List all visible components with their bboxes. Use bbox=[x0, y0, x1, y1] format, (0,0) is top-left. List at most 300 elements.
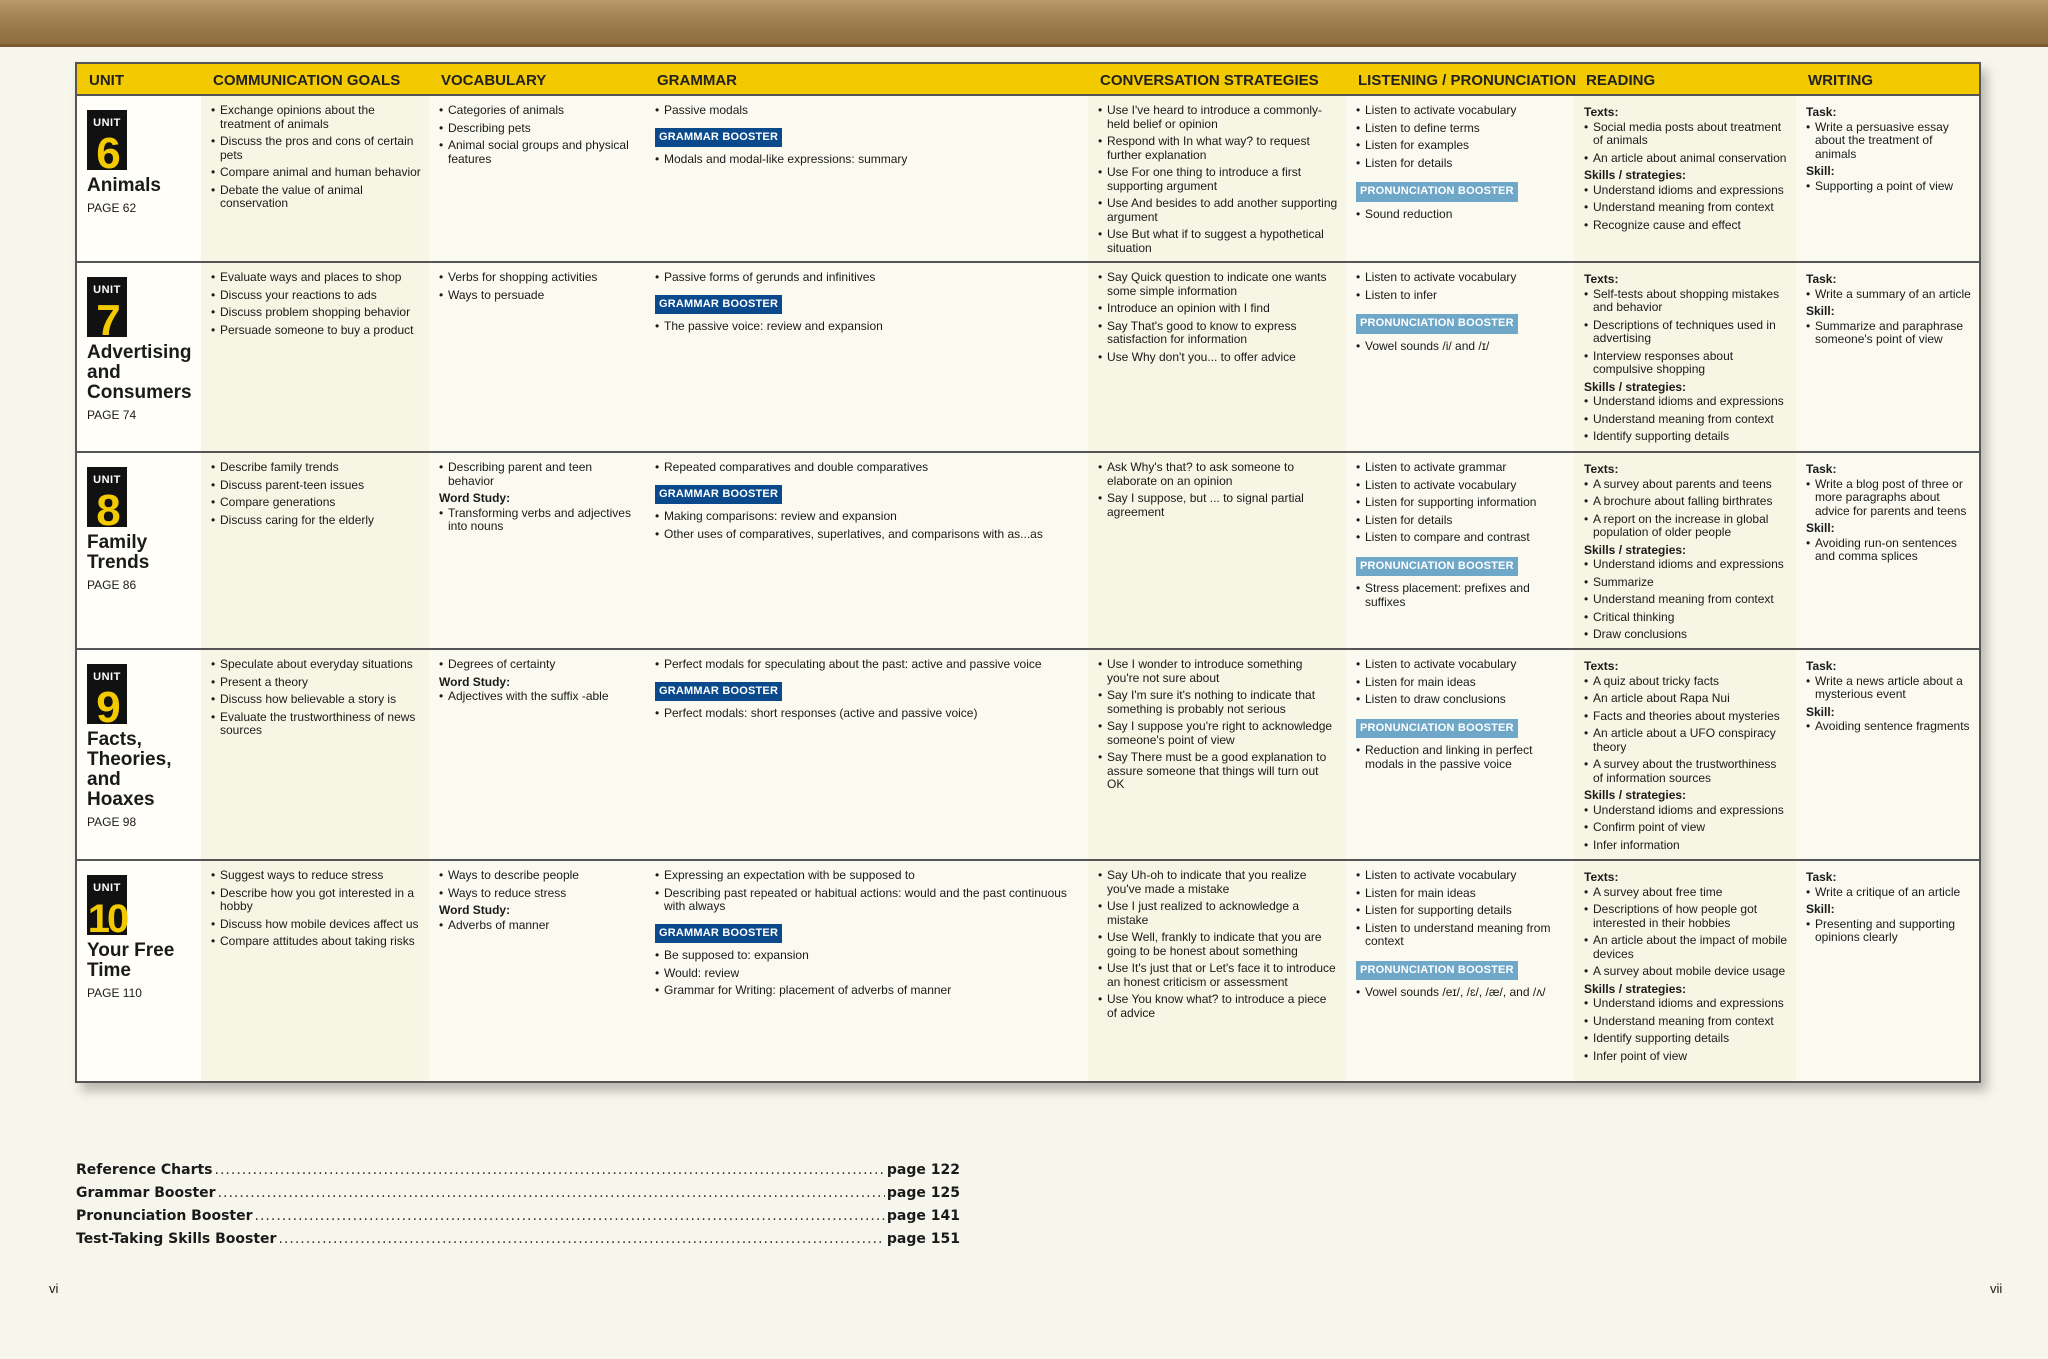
skill-label: Skill: bbox=[1806, 902, 1835, 916]
vocab-item: • Ways to describe people bbox=[439, 869, 637, 883]
unit-number: 6 bbox=[96, 128, 118, 178]
skill-label: Skill: bbox=[1806, 704, 1835, 719]
goal-item: • Persuade someone to buy a product bbox=[211, 324, 421, 338]
strategy-list bbox=[1098, 461, 1338, 519]
grammar-list bbox=[655, 658, 1080, 672]
toc-leader-dots bbox=[255, 1208, 885, 1224]
strategy-item: • Say I suppose, but ... to signal partial agreement bbox=[1098, 492, 1338, 519]
texts-label: Texts: bbox=[1584, 659, 1619, 673]
listening-item: • Listen for supporting details bbox=[1356, 904, 1566, 918]
pronunciation-booster-label: PRONUNCIATION BOOSTER bbox=[1356, 961, 1518, 981]
unit-cell bbox=[77, 453, 201, 648]
listening-item: • Listen for details bbox=[1356, 157, 1566, 171]
listening-list bbox=[1356, 271, 1566, 302]
strategy-list bbox=[1098, 658, 1338, 792]
unit-row bbox=[77, 650, 1979, 861]
listening-cell bbox=[1346, 650, 1574, 859]
grammar-booster-list bbox=[655, 949, 1080, 998]
vocab-item: • Describing parent and teen behavior bbox=[439, 461, 637, 488]
reading-skill-item: • Understand meaning from context bbox=[1584, 593, 1788, 607]
listening-item: • Listen to activate grammar bbox=[1356, 461, 1566, 475]
vocab-item: • Verbs for shopping activities bbox=[439, 271, 637, 285]
unit-row bbox=[77, 453, 1979, 650]
reading-text-item: • A quiz about tricky facts bbox=[1584, 675, 1788, 689]
goal-item: • Compare attitudes about taking risks bbox=[211, 935, 421, 949]
reading-skill-item: • Confirm point of view bbox=[1584, 821, 1788, 835]
grammar-booster-list bbox=[655, 320, 1080, 334]
grammar-booster-label: GRAMMAR BOOSTER bbox=[655, 682, 782, 702]
grammar-item: • Passive forms of gerunds and infinitives bbox=[655, 271, 1080, 285]
grammar-booster-label: GRAMMAR BOOSTER bbox=[655, 485, 782, 505]
reading-cell bbox=[1574, 263, 1796, 451]
goal-list bbox=[211, 104, 421, 211]
texts-label: Texts: bbox=[1584, 105, 1619, 119]
unit-title: Family Trends bbox=[87, 532, 150, 573]
reading-text-item: • A survey about parents and teens bbox=[1584, 478, 1788, 492]
pronunciation-booster-label: PRONUNCIATION BOOSTER bbox=[1356, 719, 1518, 739]
reading-text-item: • An article about a UFO conspiracy theory bbox=[1584, 727, 1788, 754]
skill-label: Skill: bbox=[1806, 164, 1835, 178]
listening-list bbox=[1356, 869, 1566, 949]
writing-skill-item: • Summarize and paraphrase someone's point of view bbox=[1806, 320, 1971, 347]
pronunciation-booster-label: PRONUNCIATION BOOSTER bbox=[1356, 557, 1518, 577]
header-reading: READING bbox=[1586, 72, 1656, 89]
unit-badge bbox=[87, 664, 127, 732]
strategy-item: • Use I wonder to introduce something you're not sure about bbox=[1098, 658, 1338, 685]
grammar-booster-item: • Would: review bbox=[655, 967, 1080, 981]
toc-label: Reference Charts bbox=[76, 1162, 213, 1178]
reading-text-item: • An article about the impact of mobile devices bbox=[1584, 934, 1788, 961]
vocab-item: • Animal social groups and physical features bbox=[439, 139, 637, 166]
header-writing: WRITING bbox=[1808, 72, 1873, 89]
reading-skill-list bbox=[1584, 558, 1788, 642]
grammar-booster-item: • Making comparisons: review and expansion bbox=[655, 510, 1080, 524]
wood-border bbox=[0, 0, 2048, 47]
reading-text-item: • An article about Rapa Nui bbox=[1584, 692, 1788, 706]
writing-task-item: • Write a news article about a mysterious event bbox=[1806, 675, 1971, 702]
reading-text-list bbox=[1584, 886, 1788, 979]
goal-list bbox=[211, 271, 421, 337]
strategy-item: • Use But what if to suggest a hypothetical situation bbox=[1098, 228, 1338, 255]
listening-item: • Listen to compare and contrast bbox=[1356, 531, 1566, 545]
toc-entry[interactable] bbox=[76, 1162, 960, 1185]
pronunciation-list bbox=[1356, 208, 1566, 222]
task-label: Task: bbox=[1806, 105, 1837, 119]
task-label: Task: bbox=[1806, 462, 1837, 476]
goal-item: • Discuss the pros and cons of certain pets bbox=[211, 135, 421, 162]
unit-badge bbox=[87, 467, 127, 535]
vocabulary-cell bbox=[429, 650, 645, 859]
grammar-booster-item: • Modals and modal-like expressions: summary bbox=[655, 153, 1080, 167]
reading-text-list bbox=[1584, 478, 1788, 540]
goal-list bbox=[211, 461, 421, 527]
pronunciation-item: • Vowel sounds /i/ and /ɪ/ bbox=[1356, 340, 1566, 354]
reading-text-item: • A brochure about falling birthrates bbox=[1584, 495, 1788, 509]
goal-item: • Discuss caring for the elderly bbox=[211, 514, 421, 528]
table-of-contents bbox=[76, 1162, 960, 1254]
listening-item: • Listen for main ideas bbox=[1356, 676, 1566, 690]
grammar-booster-item: • Perfect modals: short responses (active and passive voice) bbox=[655, 707, 1080, 721]
unit-badge-label: UNIT bbox=[93, 117, 121, 129]
strategy-item: • Use Well, frankly to indicate that you are going to be honest about something bbox=[1098, 931, 1338, 958]
unit-cell bbox=[77, 861, 201, 1081]
folio-left: vi bbox=[49, 1281, 59, 1296]
goal-item: • Describe family trends bbox=[211, 461, 421, 475]
unit-row bbox=[77, 263, 1979, 453]
conversation-strategies-cell bbox=[1088, 453, 1346, 648]
word-study-label: Word Study: bbox=[439, 491, 511, 505]
texts-label: Texts: bbox=[1584, 462, 1619, 476]
unit-page: PAGE 74 bbox=[87, 408, 137, 422]
strategy-item: • Say I suppose you're right to acknowledge someone's point of view bbox=[1098, 720, 1338, 747]
goal-item: • Evaluate ways and places to shop bbox=[211, 271, 421, 285]
listening-cell bbox=[1346, 861, 1574, 1081]
unit-badge-label: UNIT bbox=[93, 284, 121, 296]
listening-cell bbox=[1346, 263, 1574, 451]
unit-badge bbox=[87, 277, 127, 345]
strategy-item: • Say That's good to know to express satisfaction for information bbox=[1098, 320, 1338, 347]
unit-number: 10 bbox=[87, 896, 127, 941]
skills-strategies-label: Skills / strategies: bbox=[1584, 379, 1687, 394]
writing-task-item: • Write a summary of an article bbox=[1806, 288, 1971, 302]
vocabulary-cell bbox=[429, 453, 645, 648]
reading-text-item: • Interview responses about compulsive shopping bbox=[1584, 350, 1788, 377]
grammar-item: • Repeated comparatives and double comparatives bbox=[655, 461, 1080, 475]
toc-page: page 141 bbox=[886, 1208, 960, 1224]
goal-item: • Discuss how believable a story is bbox=[211, 693, 421, 707]
grammar-booster-item: • Be supposed to: expansion bbox=[655, 949, 1080, 963]
skill-label: Skill: bbox=[1806, 304, 1835, 318]
listening-list bbox=[1356, 461, 1566, 545]
pronunciation-list bbox=[1356, 582, 1566, 609]
reading-skill-item: • Summarize bbox=[1584, 576, 1788, 590]
communication-goals-cell bbox=[201, 96, 429, 261]
reading-cell bbox=[1574, 453, 1796, 648]
unit-cell bbox=[77, 263, 201, 451]
writing-task-list bbox=[1806, 288, 1971, 302]
reading-skill-item: • Recognize cause and effect bbox=[1584, 219, 1788, 233]
unit-title: Facts, Theories, and Hoaxes bbox=[87, 729, 172, 810]
toc-label: Grammar Booster bbox=[76, 1185, 216, 1201]
strategy-list bbox=[1098, 271, 1338, 364]
goal-item: • Present a theory bbox=[211, 676, 421, 690]
conversation-strategies-cell bbox=[1088, 861, 1346, 1081]
listening-list bbox=[1356, 658, 1566, 707]
goal-item: • Discuss how mobile devices affect us bbox=[211, 918, 421, 932]
listening-item: • Listen for examples bbox=[1356, 139, 1566, 153]
listening-item: • Listen for supporting information bbox=[1356, 496, 1566, 510]
vocab-list bbox=[439, 658, 637, 672]
vocabulary-cell bbox=[429, 861, 645, 1081]
reading-text-list bbox=[1584, 675, 1788, 786]
pronunciation-booster-label: PRONUNCIATION BOOSTER bbox=[1356, 182, 1518, 202]
writing-task-item: • Write a critique of an article bbox=[1806, 886, 1971, 900]
reading-text-list bbox=[1584, 121, 1788, 166]
toc-entry[interactable] bbox=[76, 1231, 960, 1254]
vocab-list bbox=[439, 271, 637, 302]
listening-item: • Listen for details bbox=[1356, 514, 1566, 528]
grammar-cell bbox=[645, 263, 1088, 451]
task-label: Task: bbox=[1806, 659, 1837, 673]
unit-number: 8 bbox=[96, 485, 118, 535]
goal-item: • Debate the value of animal conservation bbox=[211, 184, 421, 211]
vocab-item: • Degrees of certainty bbox=[439, 658, 637, 672]
reading-skill-list bbox=[1584, 395, 1788, 444]
unit-row bbox=[77, 96, 1979, 263]
skills-strategies-label: Skills / strategies: bbox=[1584, 542, 1687, 557]
unit-badge bbox=[87, 875, 127, 941]
conversation-strategies-cell bbox=[1088, 96, 1346, 261]
writing-cell bbox=[1796, 650, 1979, 859]
reading-skill-item: • Understand idioms and expressions bbox=[1584, 997, 1788, 1011]
word-study-item: • Adjectives with the suffix -able bbox=[439, 690, 637, 704]
strategy-item: • Use It's just that or Let's face it to introduce an honest criticism or assessment bbox=[1098, 962, 1338, 989]
word-study-item: • Adverbs of manner bbox=[439, 919, 637, 933]
toc-leader-dots bbox=[278, 1231, 884, 1247]
vocab-item: • Ways to reduce stress bbox=[439, 887, 637, 901]
grammar-booster-label: GRAMMAR BOOSTER bbox=[655, 128, 782, 148]
pronunciation-list bbox=[1356, 986, 1566, 1000]
word-study-label: Word Study: bbox=[439, 674, 511, 689]
grammar-booster-list bbox=[655, 510, 1080, 541]
strategy-item: • Say I'm sure it's nothing to indicate that something is probably not serious bbox=[1098, 689, 1338, 716]
goal-item: • Describe how you got interested in a hobby bbox=[211, 887, 421, 914]
grammar-booster-label: GRAMMAR BOOSTER bbox=[655, 295, 782, 315]
task-label: Task: bbox=[1806, 870, 1837, 884]
pronunciation-list bbox=[1356, 340, 1566, 354]
writing-task-list bbox=[1806, 886, 1971, 900]
unit-badge-label: UNIT bbox=[93, 474, 121, 486]
writing-cell bbox=[1796, 453, 1979, 648]
strategy-item: • Use For one thing to introduce a first supporting argument bbox=[1098, 166, 1338, 193]
writing-skill-list bbox=[1806, 180, 1971, 194]
word-study-label: Word Study: bbox=[439, 903, 511, 917]
writing-skill-list bbox=[1806, 918, 1971, 945]
writing-skill-list bbox=[1806, 720, 1971, 734]
strategy-item: • Use Why don't you... to offer advice bbox=[1098, 351, 1338, 365]
toc-page: page 122 bbox=[886, 1162, 960, 1178]
writing-skill-item: • Avoiding sentence fragments bbox=[1806, 720, 1971, 734]
writing-task-item: • Write a persuasive essay about the treatment of animals bbox=[1806, 121, 1971, 162]
toc-entry[interactable] bbox=[76, 1185, 960, 1208]
conversation-strategies-cell bbox=[1088, 650, 1346, 859]
toc-label: Test-Taking Skills Booster bbox=[76, 1231, 277, 1247]
conversation-strategies-cell bbox=[1088, 263, 1346, 451]
writing-skill-item: • Avoiding run-on sentences and comma splices bbox=[1806, 537, 1971, 564]
grammar-list bbox=[655, 869, 1080, 914]
strategy-item: • Use And besides to add another supporting argument bbox=[1098, 197, 1338, 224]
reading-text-list bbox=[1584, 288, 1788, 377]
toc-label: Pronunciation Booster bbox=[76, 1208, 253, 1224]
communication-goals-cell bbox=[201, 650, 429, 859]
reading-cell bbox=[1574, 861, 1796, 1081]
listening-item: • Listen to activate vocabulary bbox=[1356, 104, 1566, 118]
vocabulary-cell bbox=[429, 263, 645, 451]
reading-skill-item: • Draw conclusions bbox=[1584, 628, 1788, 642]
scope-table bbox=[75, 62, 1981, 1083]
unit-number: 9 bbox=[96, 682, 118, 732]
toc-page: page 125 bbox=[886, 1185, 960, 1201]
grammar-cell bbox=[645, 453, 1088, 648]
grammar-booster-item: • The passive voice: review and expansion bbox=[655, 320, 1080, 334]
word-study-list bbox=[439, 507, 637, 534]
reading-text-item: • A report on the increase in global population of older people bbox=[1584, 513, 1788, 540]
pronunciation-item: • Vowel sounds /eɪ/, /ɛ/, /æ/, and /ʌ/ bbox=[1356, 986, 1566, 1000]
grammar-booster-label: GRAMMAR BOOSTER bbox=[655, 924, 782, 944]
listening-item: • Listen for main ideas bbox=[1356, 887, 1566, 901]
reading-skill-item: • Identify supporting details bbox=[1584, 1032, 1788, 1046]
grammar-booster-list bbox=[655, 153, 1080, 167]
goal-item: • Discuss problem shopping behavior bbox=[211, 306, 421, 320]
listening-item: • Listen to activate vocabulary bbox=[1356, 479, 1566, 493]
strategy-item: • Say There must be a good explanation to assure someone that things will turn out OK bbox=[1098, 751, 1338, 792]
writing-task-item: • Write a blog post of three or more paragraphs about advice for parents and teens bbox=[1806, 478, 1971, 519]
reading-text-item: • Descriptions of how people got interested in their hobbies bbox=[1584, 903, 1788, 930]
unit-badge bbox=[87, 110, 127, 178]
strategy-item: • Introduce an opinion with I find bbox=[1098, 302, 1338, 316]
listening-list bbox=[1356, 104, 1566, 170]
header-vocabulary: VOCABULARY bbox=[441, 72, 547, 89]
reading-skill-item: • Understand idioms and expressions bbox=[1584, 804, 1788, 818]
reading-skill-list bbox=[1584, 184, 1788, 233]
reading-skill-item: • Understand meaning from context bbox=[1584, 201, 1788, 215]
grammar-list bbox=[655, 271, 1080, 285]
grammar-cell bbox=[645, 650, 1088, 859]
pronunciation-item: • Sound reduction bbox=[1356, 208, 1566, 222]
goal-item: • Compare generations bbox=[211, 496, 421, 510]
reading-text-item: • Descriptions of techniques used in advertising bbox=[1584, 319, 1788, 346]
writing-skill-list bbox=[1806, 537, 1971, 564]
unit-row bbox=[77, 861, 1979, 1081]
strategy-item: • Say Uh-oh to indicate that you realize you've made a mistake bbox=[1098, 869, 1338, 896]
listening-cell bbox=[1346, 453, 1574, 648]
reading-skill-item: • Critical thinking bbox=[1584, 611, 1788, 625]
unit-title: Animals bbox=[87, 175, 161, 196]
grammar-cell bbox=[645, 861, 1088, 1081]
listening-item: • Listen to activate vocabulary bbox=[1356, 869, 1566, 883]
goal-item: • Speculate about everyday situations bbox=[211, 658, 421, 672]
reading-text-item: • An article about animal conservation bbox=[1584, 152, 1788, 166]
goal-list bbox=[211, 658, 421, 738]
grammar-item: • Perfect modals for speculating about the past: active and passive voice bbox=[655, 658, 1080, 672]
strategy-item: • Use You know what? to introduce a piece of advice bbox=[1098, 993, 1338, 1020]
listening-item: • Listen to define terms bbox=[1356, 122, 1566, 136]
grammar-item: • Describing past repeated or habitual actions: would and the past continuous with always bbox=[655, 887, 1080, 914]
toc-page: page 151 bbox=[886, 1231, 960, 1247]
word-study-item: • Transforming verbs and adjectives into nouns bbox=[439, 507, 637, 534]
writing-task-list bbox=[1806, 478, 1971, 519]
pronunciation-item: • Stress placement: prefixes and suffixes bbox=[1356, 582, 1566, 609]
unit-page: PAGE 86 bbox=[87, 578, 137, 592]
strategy-item: • Use I just realized to acknowledge a mistake bbox=[1098, 900, 1338, 927]
reading-skill-item: • Understand meaning from context bbox=[1584, 413, 1788, 427]
reading-skill-list bbox=[1584, 997, 1788, 1063]
strategy-list bbox=[1098, 869, 1338, 1020]
vocab-list bbox=[439, 104, 637, 166]
writing-cell bbox=[1796, 263, 1979, 451]
writing-skill-list bbox=[1806, 320, 1971, 347]
reading-skill-item: • Infer information bbox=[1584, 839, 1788, 853]
vocab-list bbox=[439, 869, 637, 900]
strategy-item: • Ask Why's that? to ask someone to elaborate on an opinion bbox=[1098, 461, 1338, 488]
unit-number: 7 bbox=[96, 295, 118, 345]
writing-skill-item: • Presenting and supporting opinions clearly bbox=[1806, 918, 1971, 945]
header-row bbox=[77, 64, 1979, 96]
grammar-booster-list bbox=[655, 707, 1080, 721]
vocab-item: • Categories of animals bbox=[439, 104, 637, 118]
pronunciation-booster-label: PRONUNCIATION BOOSTER bbox=[1356, 314, 1518, 334]
grammar-booster-item: • Grammar for Writing: placement of adverbs of manner bbox=[655, 984, 1080, 998]
reading-skill-item: • Understand idioms and expressions bbox=[1584, 395, 1788, 409]
task-label: Task: bbox=[1806, 272, 1837, 286]
grammar-item: • Passive modals bbox=[655, 104, 1080, 118]
header-listening-pronunciation: LISTENING / PRONUNCIATION bbox=[1358, 72, 1577, 89]
header-conversation-strategies: CONVERSATION STRATEGIES bbox=[1100, 72, 1319, 89]
reading-text-item: • Self-tests about shopping mistakes and behavior bbox=[1584, 288, 1788, 315]
reading-text-item: • Facts and theories about mysteries bbox=[1584, 710, 1788, 724]
goal-item: • Evaluate the trustworthiness of news sources bbox=[211, 711, 421, 738]
toc-leader-dots bbox=[218, 1185, 885, 1201]
communication-goals-cell bbox=[201, 263, 429, 451]
header-communication-goals: COMMUNICATION GOALS bbox=[213, 72, 401, 89]
reading-text-item: • Social media posts about treatment of animals bbox=[1584, 121, 1788, 148]
grammar-item: • Expressing an expectation with be supposed to bbox=[655, 869, 1080, 883]
grammar-booster-item: • Other uses of comparatives, superlatives, and comparisons with as...as bbox=[655, 528, 1080, 542]
unit-rows bbox=[77, 96, 1979, 1081]
reading-cell bbox=[1574, 96, 1796, 261]
writing-task-list bbox=[1806, 675, 1971, 702]
reading-text-item: • A survey about mobile device usage bbox=[1584, 965, 1788, 979]
skills-strategies-label: Skills / strategies: bbox=[1584, 168, 1687, 182]
reading-skill-item: • Infer point of view bbox=[1584, 1050, 1788, 1064]
vocab-item: • Ways to persuade bbox=[439, 289, 637, 303]
toc-leader-dots bbox=[215, 1162, 885, 1178]
vocab-item: • Describing pets bbox=[439, 122, 637, 136]
writing-cell bbox=[1796, 96, 1979, 261]
grammar-list bbox=[655, 104, 1080, 118]
reading-skill-item: • Identify supporting details bbox=[1584, 430, 1788, 444]
strategy-item: • Respond with In what way? to request further explanation bbox=[1098, 135, 1338, 162]
unit-badge-label: UNIT bbox=[93, 671, 121, 683]
listening-item: • Listen to infer bbox=[1356, 289, 1566, 303]
writing-skill-item: • Supporting a point of view bbox=[1806, 180, 1971, 194]
texts-label: Texts: bbox=[1584, 870, 1619, 884]
unit-page: PAGE 62 bbox=[87, 201, 137, 215]
listening-cell bbox=[1346, 96, 1574, 261]
unit-title: Your Free Time bbox=[87, 940, 175, 981]
unit-cell bbox=[77, 650, 201, 859]
reading-skill-item: • Understand idioms and expressions bbox=[1584, 184, 1788, 198]
unit-page: PAGE 98 bbox=[87, 815, 137, 829]
pronunciation-list bbox=[1356, 744, 1566, 771]
toc-entry[interactable] bbox=[76, 1208, 960, 1231]
listening-item: • Listen to understand meaning from context bbox=[1356, 922, 1566, 949]
strategy-list bbox=[1098, 104, 1338, 255]
scope-and-sequence-sheet bbox=[75, 62, 1979, 1086]
communication-goals-cell bbox=[201, 861, 429, 1081]
unit-page: PAGE 110 bbox=[87, 986, 142, 1000]
goal-item: • Discuss parent-teen issues bbox=[211, 479, 421, 493]
goal-item: • Suggest ways to reduce stress bbox=[211, 869, 421, 883]
skill-label: Skill: bbox=[1806, 521, 1835, 535]
header-unit: UNIT bbox=[89, 72, 124, 89]
reading-text-item: • A survey about free time bbox=[1584, 886, 1788, 900]
listening-item: • Listen to activate vocabulary bbox=[1356, 658, 1566, 672]
reading-skill-item: • Understand meaning from context bbox=[1584, 1015, 1788, 1029]
pronunciation-item: • Reduction and linking in perfect modals in the passive voice bbox=[1356, 744, 1566, 771]
skills-strategies-label: Skills / strategies: bbox=[1584, 788, 1687, 802]
unit-badge-label: UNIT bbox=[93, 882, 121, 894]
